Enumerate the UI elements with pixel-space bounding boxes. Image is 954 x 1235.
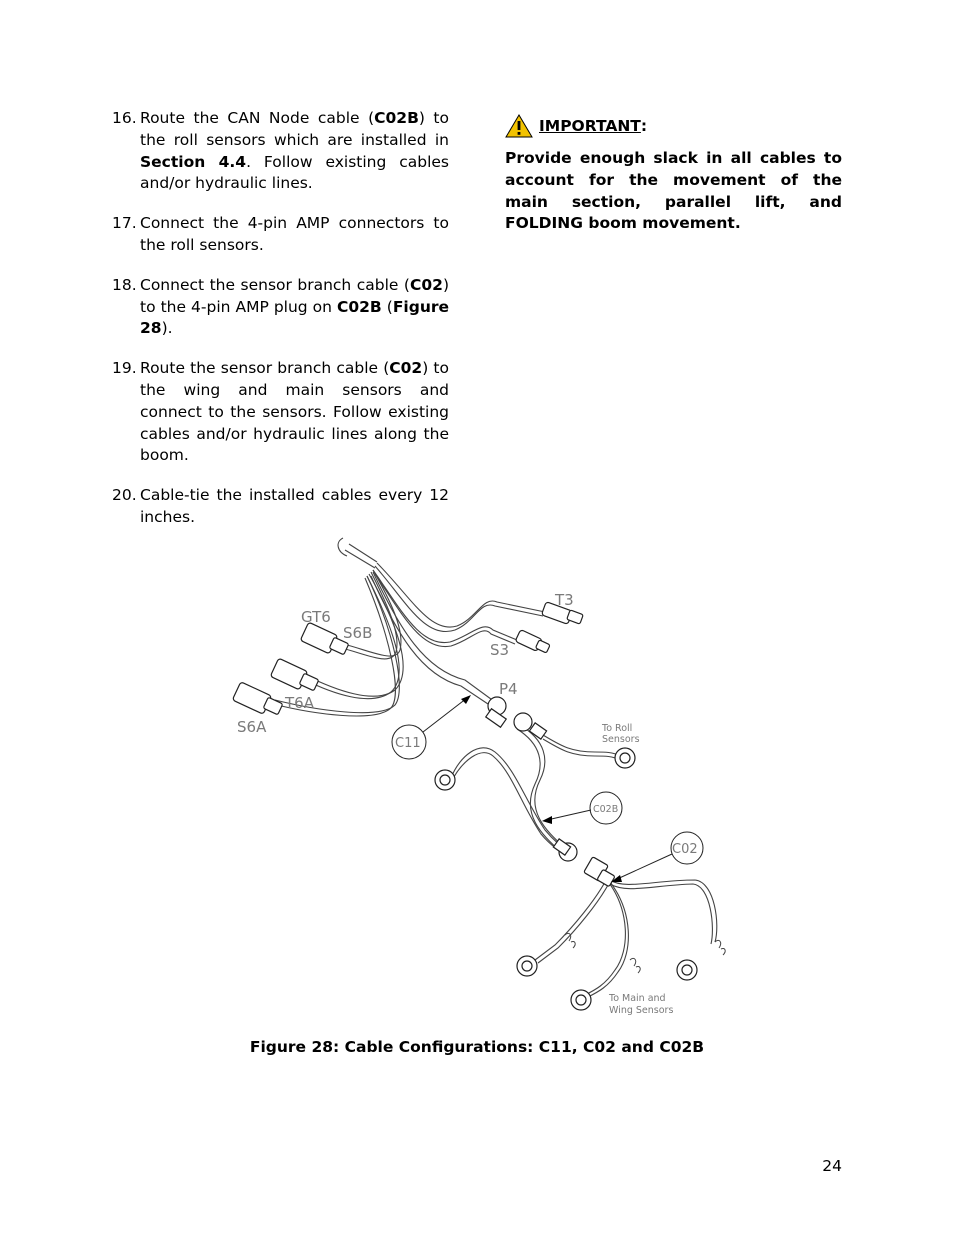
step-item xyxy=(112,485,449,529)
p4-connector xyxy=(486,697,506,727)
step-text: ) to the roll sensors which are installed in xyxy=(140,109,449,149)
label-to-main-1: To Main and xyxy=(609,993,666,1004)
gt6-connector xyxy=(300,622,349,655)
warning-icon xyxy=(505,114,533,138)
step-text: ) to the 4-pin AMP plug on xyxy=(140,275,449,316)
step-text: ( xyxy=(381,297,393,316)
s6a-connector xyxy=(232,682,282,715)
label-s3: S3 xyxy=(490,641,510,659)
step-text: Cable-tie the installed cables every 12 inches. xyxy=(140,486,449,526)
step-item xyxy=(112,275,449,340)
cable-c11 xyxy=(450,748,570,852)
step-number: 20. xyxy=(112,486,137,505)
cable-sheath-end xyxy=(338,538,347,556)
step-number: 17. xyxy=(112,214,137,233)
step-number: 18. xyxy=(112,275,137,294)
cable-diagram-svg xyxy=(225,530,735,1020)
label-gt6: GT6 xyxy=(301,608,331,626)
c11-connector xyxy=(435,770,455,790)
label-t3: T3 xyxy=(555,591,574,609)
roll-sensor-connector xyxy=(615,748,635,768)
step-number: 16. xyxy=(112,109,137,127)
step-text: ) to the wing and main sensors and connect to the sensors. Follow existing cables and/or hydraulic lines along the boom. xyxy=(140,359,449,465)
step-emphasis: C02B xyxy=(374,109,419,127)
step-text: Route the CAN Node cable ( xyxy=(140,109,375,127)
page-number: 24 xyxy=(822,1157,842,1175)
step-emphasis: C02 xyxy=(389,359,423,378)
step-item xyxy=(112,358,449,467)
label-c11: C11 xyxy=(395,736,421,751)
c02-right-end-connector xyxy=(677,960,697,980)
c02b-upper-connector xyxy=(514,713,547,739)
c02-junction-connector xyxy=(584,857,615,887)
step-text: Connect the 4-pin AMP connectors to the roll sensors. xyxy=(140,214,449,254)
step-emphasis: C02B xyxy=(336,297,382,316)
cable-tie xyxy=(630,958,640,973)
instruction-steps xyxy=(112,108,449,547)
step-emphasis: Section 4.4 xyxy=(140,152,247,171)
c02b-lower-connector xyxy=(553,839,577,861)
notice-body: Provide enough slack in all cables to account for the movement of the main section, parallel lift, and FOLDING boom movement. xyxy=(505,149,842,233)
step-text: Connect the sensor branch cable ( xyxy=(140,275,410,294)
label-p4: P4 xyxy=(499,680,518,698)
label-c02b: C02B xyxy=(593,804,619,815)
cable-c02-right xyxy=(610,880,717,942)
label-to-main-2: Wing Sensors xyxy=(609,1005,674,1016)
cable-tie xyxy=(715,940,725,955)
label-s6a: S6A xyxy=(237,718,267,736)
figure-caption: Figure 28: Cable Configurations: C11, C02 and C02B xyxy=(249,1038,705,1056)
cable-diagram xyxy=(225,530,735,1020)
cable-c02-left xyxy=(535,882,605,960)
step-text: Route the sensor branch cable ( xyxy=(140,359,390,378)
c02-mid-end-connector xyxy=(571,990,591,1010)
c02-left-end-connector xyxy=(517,956,537,976)
notice-header xyxy=(505,112,842,140)
label-to-roll-2: Sensors xyxy=(602,734,640,745)
step-emphasis: C02 xyxy=(409,275,443,294)
step-item xyxy=(112,213,449,257)
cable-p4 xyxy=(373,572,495,702)
important-notice xyxy=(505,112,842,235)
notice-colon: : xyxy=(640,117,648,135)
t6a-connector xyxy=(270,658,319,691)
cable-t3 xyxy=(375,566,543,632)
step-item xyxy=(112,108,449,195)
notice-title: IMPORTANT xyxy=(539,117,641,135)
label-t6a: T6A xyxy=(285,694,314,712)
step-text: ). xyxy=(161,319,173,338)
step-emphasis: Figure 28 xyxy=(140,297,450,338)
step-text: . Follow existing cables and/or hydraulic lines. xyxy=(140,152,449,193)
label-c02: C02 xyxy=(672,842,698,857)
label-s6b: S6B xyxy=(343,624,373,642)
step-number: 19. xyxy=(112,359,137,378)
s3-connector xyxy=(515,629,550,653)
label-to-roll-1: To Roll xyxy=(602,723,633,734)
